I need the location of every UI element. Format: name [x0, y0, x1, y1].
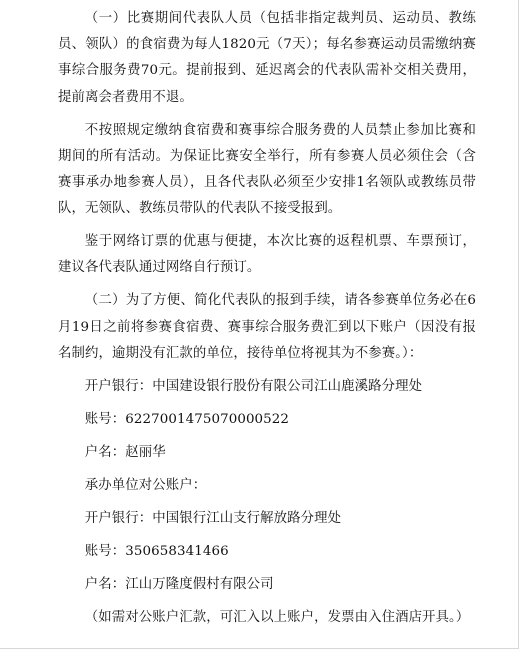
paragraph-attendance-rules: 不按照规定缴纳食宿费和赛事综合服务费的人员禁止参加比赛和期间的所有活动。为保证比赛安全举行，所有参赛人员必须住会（含赛事承办地参赛人员），且各代表队必须至少安排1名领队或教练员带队，无领队、教练员带队的代表队不接受报到。: [58, 122, 476, 217]
account-number-2: 账号：350658341466: [84, 544, 229, 560]
paragraph-payment-instructions: （二）为了方便、简化代表队的报到手续，请各参赛单位务必在6月19日之前将参赛食宿费、赛事综合服务费汇到以下账户（因没有报名制约，逾期没有汇款的单位，接待单位将视其为不参赛。）：: [58, 293, 476, 361]
paragraph-ticket-booking: 鉴于网络订票的优惠与便捷，本次比赛的返程机票、车票预订，建议各代表队通过网络自行预订。: [58, 234, 476, 276]
document-body: [58, 6, 476, 632]
account-holder-1: 户名：赵丽华: [84, 445, 166, 461]
account-number-1: 账号：6227001475070000522: [84, 411, 290, 427]
corporate-account-heading: 承办单位对公账户：: [84, 478, 207, 494]
invoice-note: （如需对公账户汇款，可汇入以上账户，发票由入住酒店开具。）: [84, 610, 470, 626]
account-holder-2: 户名：江山万隆度假村有限公司: [84, 577, 274, 593]
paragraph-meal-fees: （一）比赛期间代表队人员（包括非指定裁判员、运动员、教练员、领队）的食宿费为每人1820元（7天）；每名参赛运动员需缴纳赛事综合服务费70元。提前报到、延迟离会的代表队需补交相关费用，提前离会者费用不退。: [58, 11, 476, 105]
bank-name-2: 开户银行：中国银行江山支行解放路分理处: [84, 511, 342, 527]
bank-name-1: 开户银行：中国建设银行股份有限公司江山鹿溪路分理处: [84, 378, 423, 394]
